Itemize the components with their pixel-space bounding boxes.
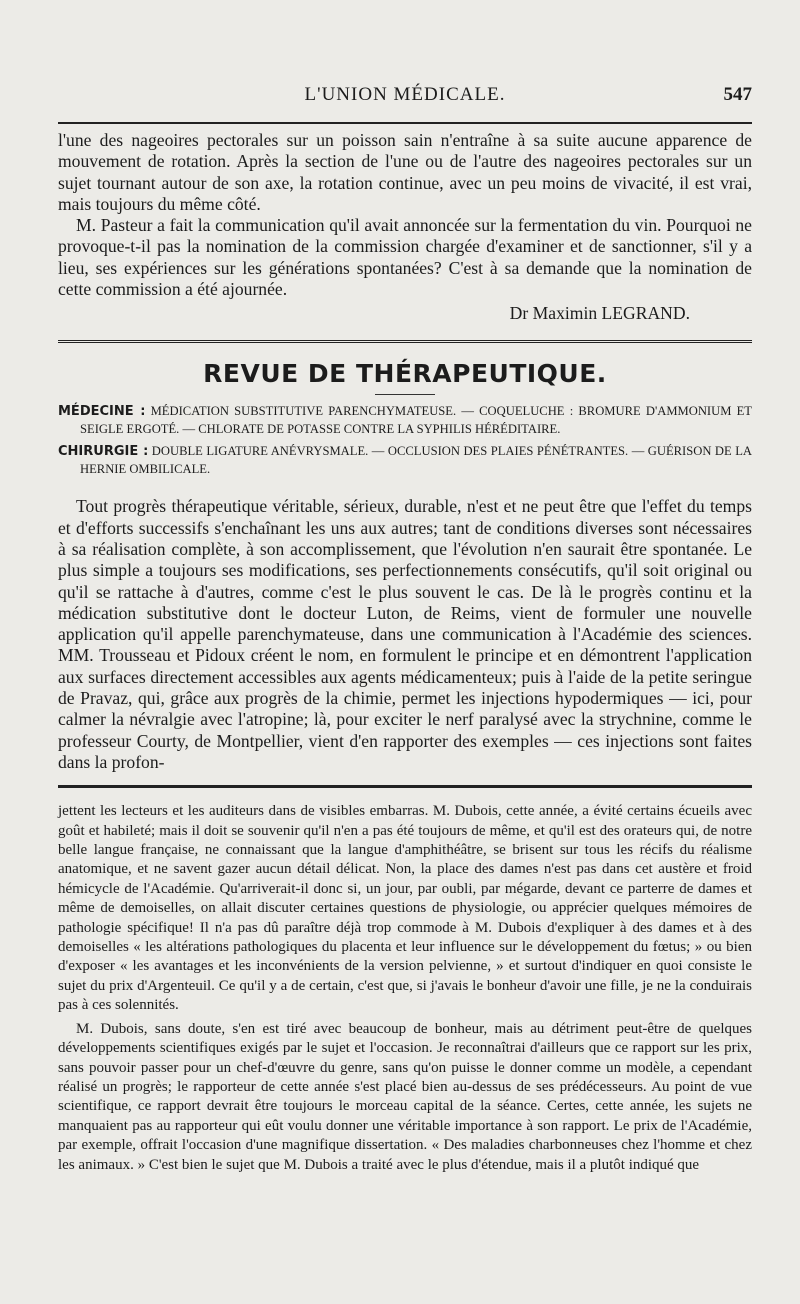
journal-title: L'UNION MÉDICALE.: [304, 84, 506, 105]
summary-medecine: [58, 403, 752, 438]
paragraph-therapeutique: Tout progrès thérapeutique véritable, sérieux, durable, n'est et ne peut être que l'effet du temps et d'efforts successifs s'enchaînant les uns aux autres; tant de conditions diverses sont nécessaires à sa réalisation complète, à son accomplissement, que l'évolution n'en saurait être spontanée. Le plus simple a toujours ses modifications, ses perfectionnements consécutifs, qu'il soit original ou qu'il se rattache à d'autres, comme c'est le plus souvent le cas. De là le progrès continu et la médication substitutive dont le docteur Luton, de Reims, vient de formuler une nouvelle application qu'il appelle parenchymateuse, dans une communication à l'Académie des sciences. MM. Trousseau et Pidoux créent le nom, en formulent le principe et en démontrent l'application aux surfaces directement accessibles aux agents médicamenteux; puis à l'aide de la petite seringue de Pravaz, qui, grâce aux progrès de la chimie, permet les injections hypodermiques — ici, pour calmer la névralgie avec l'atropine; là, pour exciter le nerf paralysé avec la strychnine, comme le professeur Courty, de Montpellier, vient d'en rapporter des exemples — ces injections sont faites dans la profon-: [58, 496, 752, 772]
summary-block: [58, 403, 752, 478]
summary-text: MÉDICATION SUBSTITUTIVE PARENCHYMATEUSE. — COQUELUCHE : BROMURE D'AMMONIUM ET SEIGLE ERGOTÉ. — CHLORATE DE POTASSE CONTRE LA SYPHILIS HÉRÉDITAIRE.: [80, 404, 752, 436]
feuilleton-text: [58, 802, 752, 1175]
section-rule: [58, 340, 752, 343]
page-number: 547: [723, 84, 752, 105]
section-title: REVUE DE THÉRAPEUTIQUE.: [203, 359, 607, 389]
title-underline: [375, 394, 435, 395]
footnote-paragraph: jettent les lecteurs et les auditeurs dans de visibles embarras. M. Dubois, cette année, a évité certains écueils avec goût et habileté; mais il doit se souvenir qu'il n'en a pas été toujours de même, et qu'il est des orateurs qui, de notre belle langue française, ne connaissant que la langue d'amphithéâtre, se brisent sur tous les récifs du réalisme anatomique, et ne savent gazer aucun détail délicat. Non, la place des dames n'est pas dans cet austère et froid hémicycle de l'Académie. Qu'arriverait-il donc si, un jour, par oubli, par mégarde, devant ce parterre de dames et même de demoiselles, on allait discuter certaines questions de physiologie, ou apprécier quelques mémoires de pathologie spécifique! Il n'a pas dû paraître déjà trop commode à M. Dubois d'expliquer à des dames et à des demoiselles « les altérations pathologiques du placenta et leur influence sur le développement du fœtus; » ou bien d'exposer « les avantages et les inconvénients de la version pelvienne, » et surtout d'indiquer en quoi consiste le sujet du prix d'Argenteuil. Ce qu'il y a de certain, c'est que, si j'avais le bonheur d'avoir une fille, je ne la conduirais pas à ces solennités.: [58, 803, 752, 1014]
header-rule: [58, 122, 752, 124]
paragraph-rotation: l'une des nageoires pectorales sur un poisson sain n'entraîne à sa suite aucune apparence de mouvement de rotation. Après la section de l'une ou de l'autre des nageoires pectorales sur un sujet tournant autour de son axe, la rotation continue, avec un peu moins de vivacité, il est vrai, mais toujours du même côté.: [58, 130, 752, 214]
author-signature: Dr Maximin LEGRAND.: [509, 303, 690, 324]
summary-head: CHIRURGIE :: [58, 444, 149, 460]
summary-head: MÉDECINE :: [58, 404, 146, 420]
top-text: [58, 130, 752, 300]
paragraph-pasteur: M. Pasteur a fait la communication qu'il avait annoncée sur la fermentation du vin. Pourquoi ne provoque-t-il pas la nomination de la commission chargée d'examiner et de sanctionner, s'il y a lieu, ses expériences sur les générations spontanées? C'est à sa demande que la nomination de cette commission a été ajournée.: [58, 215, 752, 300]
footnote-rule: [58, 785, 752, 788]
body-text: [58, 496, 752, 773]
summary-chirurgie: [58, 443, 752, 478]
summary-text: DOUBLE LIGATURE ANÉVRYSMALE. — OCCLUSION DES PLAIES PÉNÉTRANTES. — GUÉRISON DE LA HERNIE OMBILICALE.: [80, 444, 752, 476]
footnote-paragraph: M. Dubois, sans doute, s'en est tiré avec beaucoup de bonheur, mais au détriment peut-être de quelques développements scientifiques exigés par le sujet et l'occasion. Je reconnaîtrai d'ailleurs que ce rapport sur les prix, sans pouvoir passer pour un chef-d'œuvre du genre, sans qu'on puisse le donner comme un modèle, a cependant réalisé un progrès; le rapporteur de cette année s'est placé bien au-dessus de ses prédécesseurs. Au point de vue scientifique, ce rapport devrait être toujours le morceau capital de la séance. Certes, cette année, les sujets ne manquaient pas au rapporteur qui eût voulu donner une véritable importance à son rapport. Le prix de l'Académie, par exemple, offrait l'occasion d'une magnifique dissertation. « Des maladies charbonneuses chez l'homme et chez les animaux. » C'est bien le sujet que M. Dubois a traité avec le plus d'étendue, mais il a plutôt indiqué que: [58, 1020, 752, 1173]
running-head: [58, 0, 752, 112]
